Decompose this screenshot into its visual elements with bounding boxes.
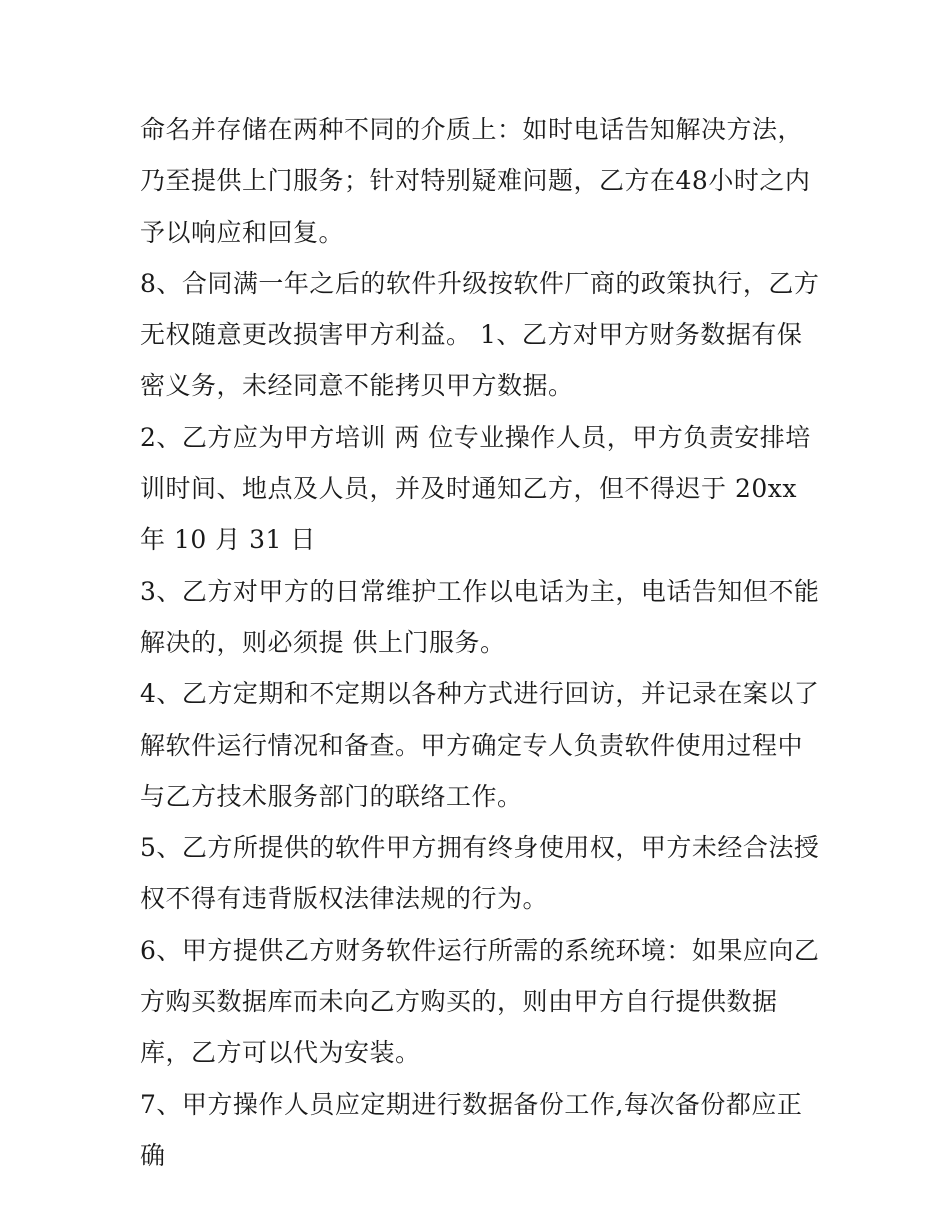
paragraph-clause-4: 4、乙方定期和不定期以各种方式进行回访，并记录在案以了解软件运行情况和备查。甲方确定专人负责软件使用过程中与乙方技术服务部门的联络工作。 [140,679,820,811]
document-body [140,104,820,1181]
paragraph-clause-2: 2、乙方应为甲方培训 两 位专业操作人员，甲方负责安排培训时间、地点及人员，并及时通知乙方，但不得迟于 20xx 年 10 月 31 日 [140,422,811,555]
paragraph-clause-7: 7、甲方操作人员应定期进行数据备份工作,每次备份都应正确 [140,1089,803,1170]
paragraph-clause-6: 6、甲方提供乙方财务软件运行所需的系统环境：如果应向乙方购买数据库而未向乙方购买的，则由甲方自行提供数据库，乙方可以代为安装。 [140,935,820,1068]
paragraph-continuation: 命名并存储在两种不同的介质上：如时电话告知解决方法，乃至提供上门服务；针对特别疑难问题，乙方在48小时之内予以响应和回复。 [140,115,811,247]
paragraph-clause-3: 3、乙方对甲方的日常维护工作以电话为主，电话告知但不能解决的，则必须提 供上门服务。 [140,576,820,657]
paragraph-clause-5: 5、乙方所提供的软件甲方拥有终身使用权，甲方未经合法授权不得有违背版权法律法规的行为。 [140,833,820,914]
paragraph-clause-8: 8、合同满一年之后的软件升级按软件厂商的政策执行，乙方无权随意更改损害甲方利益。 1、乙方对甲方财务数据有保密义务，未经同意不能拷贝甲方数据。 [140,268,820,401]
